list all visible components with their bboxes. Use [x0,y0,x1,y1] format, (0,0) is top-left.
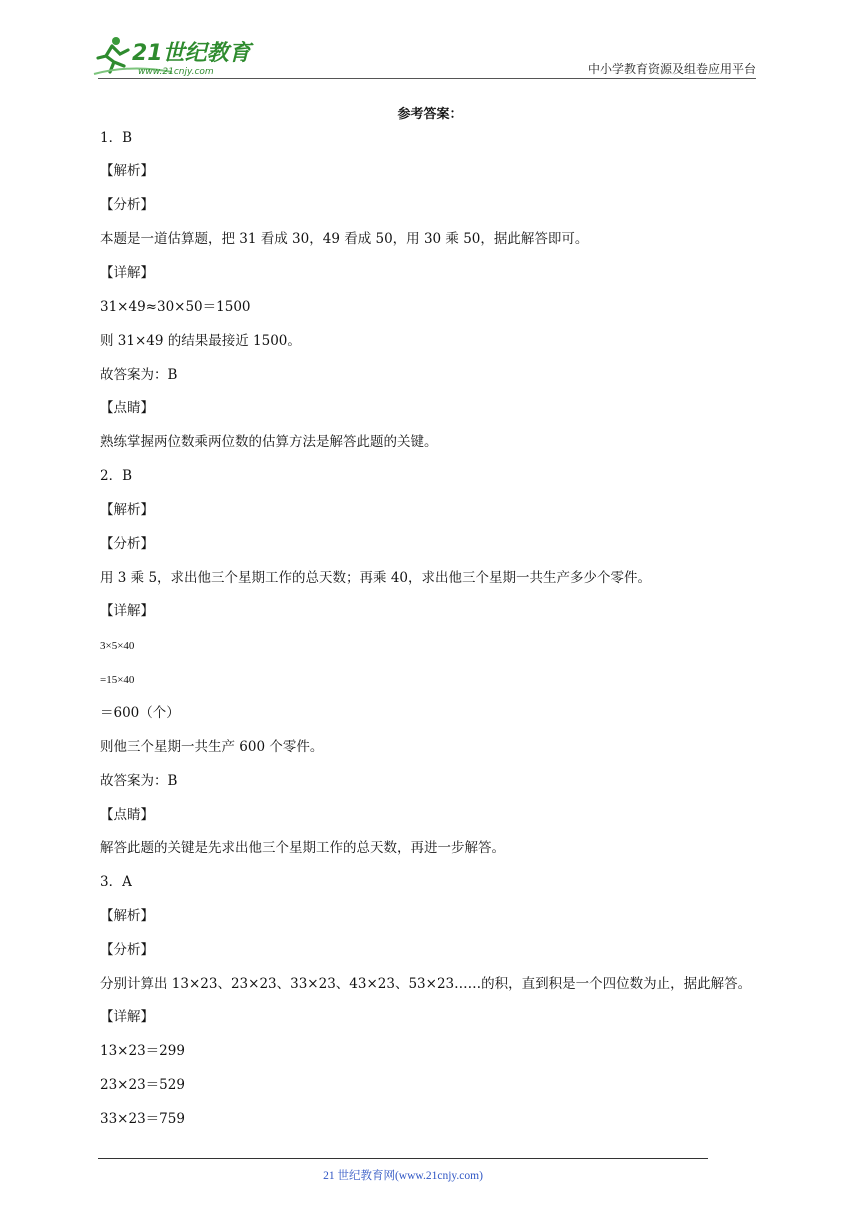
section-label: 【分析】 [100,536,154,552]
calculation-line: ＝600（个） [100,705,180,721]
answer-line: 3．A [100,874,132,890]
analysis-text: 用 3 乘 5，求出他三个星期工作的总天数；再乘 40，求出他三个星期一共生产多少个零件。 [100,570,652,586]
calculation-line: 13×23＝299 [100,1043,185,1059]
answer-statement: 故答案为：B [100,367,178,383]
section-label: 【详解】 [100,265,154,281]
answer-line: 1．B [100,130,133,146]
section-label: 【详解】 [100,603,154,619]
svg-text:www.21cnjy.com: www.21cnjy.com [138,67,214,77]
answer-statement: 故答案为：B [100,773,178,789]
page-footer: 21 世纪教育网(www.21cnjy.com) [323,1170,483,1182]
footer-rule [98,1158,708,1159]
calculation-line: 23×23＝529 [100,1077,185,1093]
comment-text: 熟练掌握两位数乘两位数的估算方法是解答此题的关键。 [100,434,438,450]
calculation-line: 31×49≈30×50＝1500 [100,299,251,315]
calculation-line: =15×40 [100,674,135,686]
svg-text:21世纪教育: 21世纪教育 [132,41,251,66]
section-label: 【解析】 [100,908,154,924]
header-tagline: 中小学教育资源及组卷应用平台 [587,62,756,76]
page-title: 参考答案： [397,107,463,122]
section-label: 【解析】 [100,163,154,179]
calculation-line: 33×23＝759 [100,1111,185,1127]
detail-text: 则他三个星期一共生产 600 个零件。 [100,739,324,755]
analysis-text: 本题是一道估算题，把 31 看成 30，49 看成 50，用 30 乘 50，据此解答即可。 [100,231,589,247]
detail-text: 则 31×49 的结果最接近 1500。 [100,333,301,349]
section-label: 【分析】 [100,197,154,213]
analysis-text: 分别计算出 13×23、23×23、33×23、43×23、53×23……的积，直到积是一个四位数为止，据此解答。 [100,976,752,992]
calculation-line: 3×5×40 [100,640,135,652]
section-label: 【点睛】 [100,807,154,823]
section-label: 【详解】 [100,1009,154,1025]
page-header [0,0,860,90]
comment-text: 解答此题的关键是先求出他三个星期工作的总天数，再进一步解答。 [100,840,505,856]
section-label: 【点睛】 [100,400,154,416]
21cnjy-logo [92,34,262,80]
answer-line: 2．B [100,468,133,484]
header-rule [98,78,756,79]
section-label: 【分析】 [100,942,154,958]
section-label: 【解析】 [100,502,154,518]
